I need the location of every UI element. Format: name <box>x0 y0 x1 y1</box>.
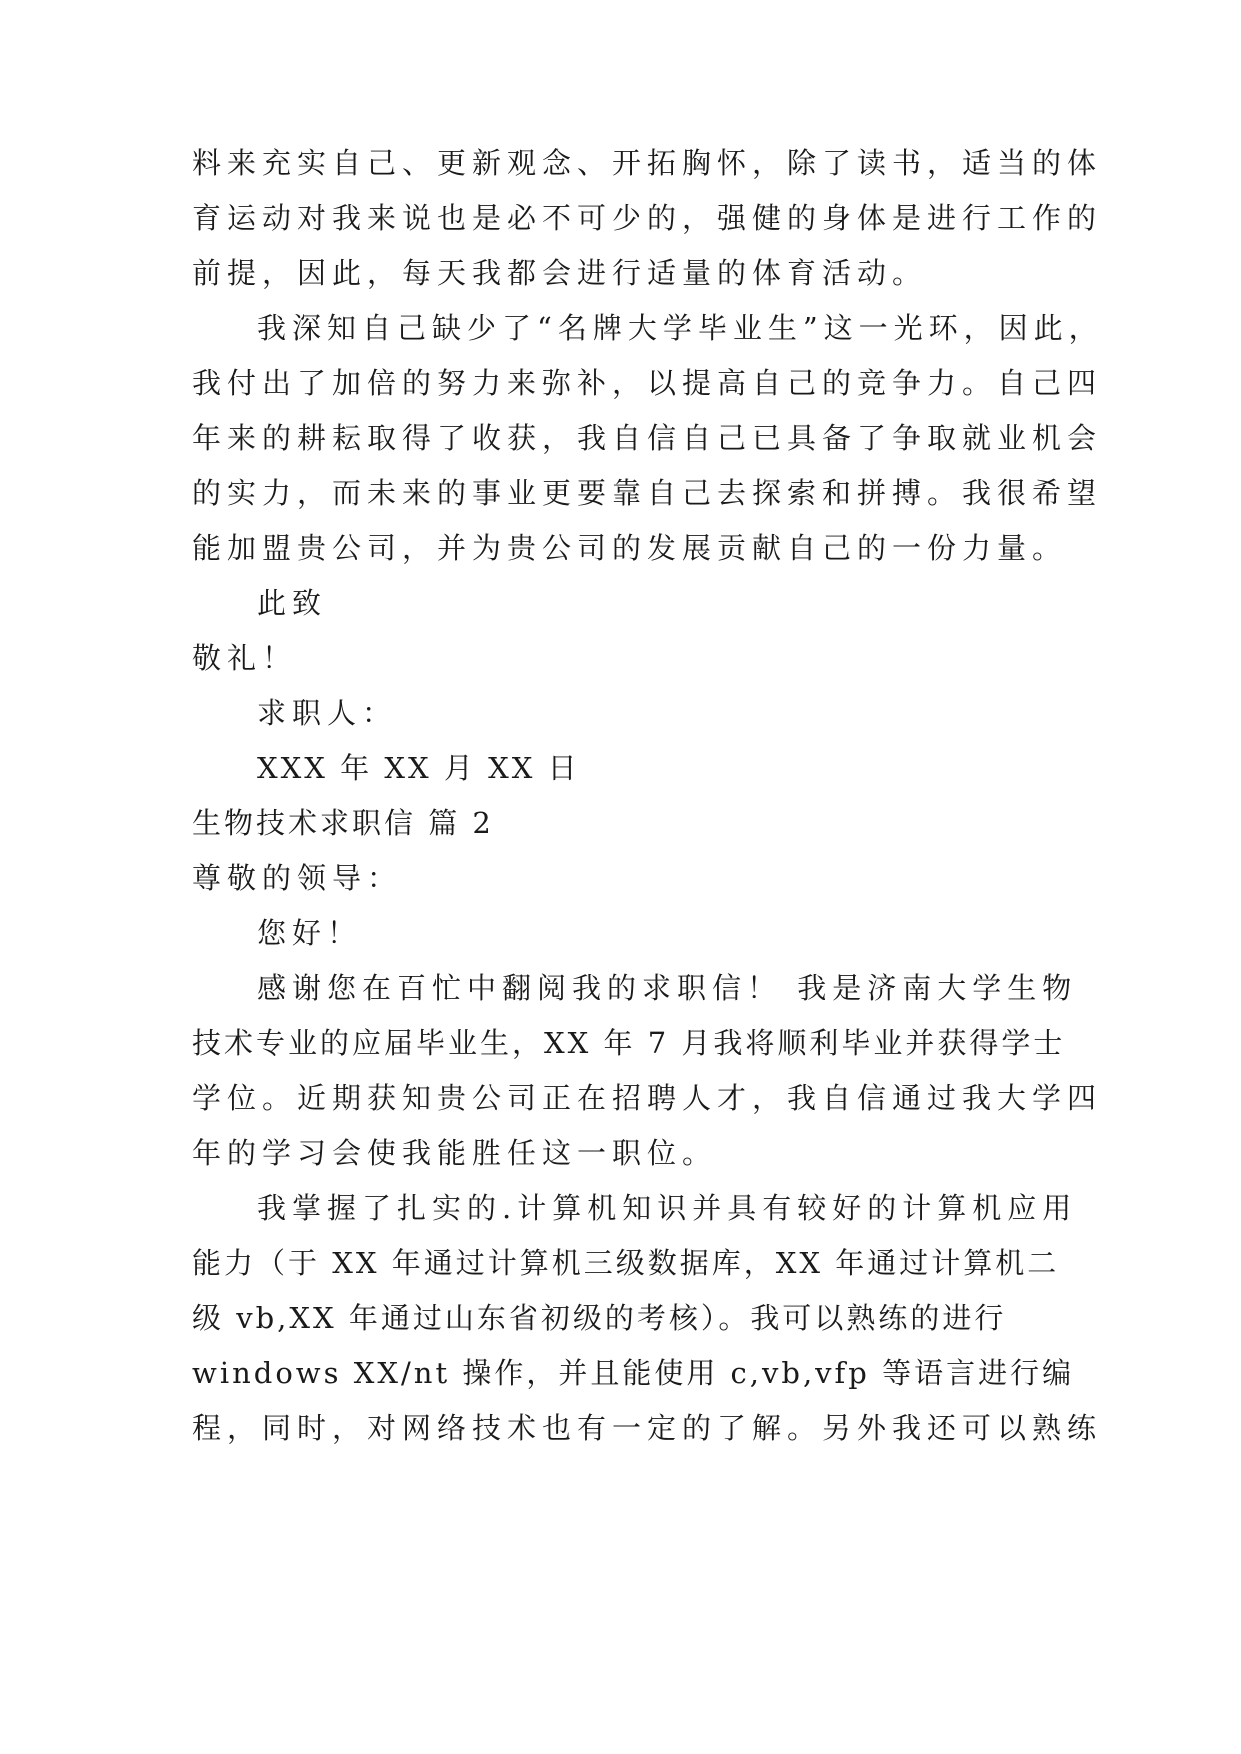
greeting: 尊敬的领导： <box>192 861 403 895</box>
closing-salutation: 此致 <box>257 586 328 620</box>
text-line: 能力（于 XX 年通过计算机三级数据库，XX 年通过计算机二 <box>192 1246 1060 1280</box>
greeting-hello: 您好！ <box>257 916 363 950</box>
text-line: 技术专业的应届毕业生，XX 年 7 月我将顺利毕业并获得学士 <box>192 1026 1066 1060</box>
closing-regards: 敬礼！ <box>192 641 298 675</box>
text-line: 程，同时，对网络技术也有一定的了解。另外我还可以熟练 <box>192 1411 1103 1445</box>
text-line: windows XX/nt 操作，并且能使用 c,vb,vfp 等语言进行编 <box>192 1356 1075 1390</box>
text-line: 我深知自己缺少了“名牌大学毕业生”这一光环，因此， <box>257 311 1104 345</box>
text-line: 年来的耕耘取得了收获，我自信自己已具备了争取就业机会 <box>192 421 1103 455</box>
text-line: 学位。近期获知贵公司正在招聘人才，我自信通过我大学四 <box>192 1081 1103 1115</box>
text-line: 育运动对我来说也是必不可少的，强健的身体是进行工作的 <box>192 201 1103 235</box>
text-line: 年的学习会使我能胜任这一职位。 <box>192 1136 718 1170</box>
text-line: 感谢您在百忙中翻阅我的求职信！ 我是济南大学生物 <box>257 971 1078 1005</box>
text-line: 我掌握了扎实的.计算机知识并具有较好的计算机应用 <box>257 1191 1078 1225</box>
text-line: 级 vb,XX 年通过山东省初级的考核）。我可以熟练的进行 <box>192 1301 1007 1335</box>
section-title: 生物技术求职信 篇 2 <box>192 806 494 840</box>
text-line: 料来充实自己、更新观念、开拓胸怀，除了读书，适当的体 <box>192 146 1103 180</box>
text-line: 我付出了加倍的努力来弥补，以提高自己的竞争力。自己四 <box>192 366 1103 400</box>
text-line: 能加盟贵公司，并为贵公司的发展贡献自己的一份力量。 <box>192 531 1068 565</box>
text-line: 的实力，而未来的事业更要靠自己去探索和拼搏。我很希望 <box>192 476 1103 510</box>
date-line: XXX 年 XX 月 XX 日 <box>257 751 580 785</box>
applicant-label: 求职人： <box>257 696 398 730</box>
text-line: 前提，因此，每天我都会进行适量的体育活动。 <box>192 256 928 290</box>
